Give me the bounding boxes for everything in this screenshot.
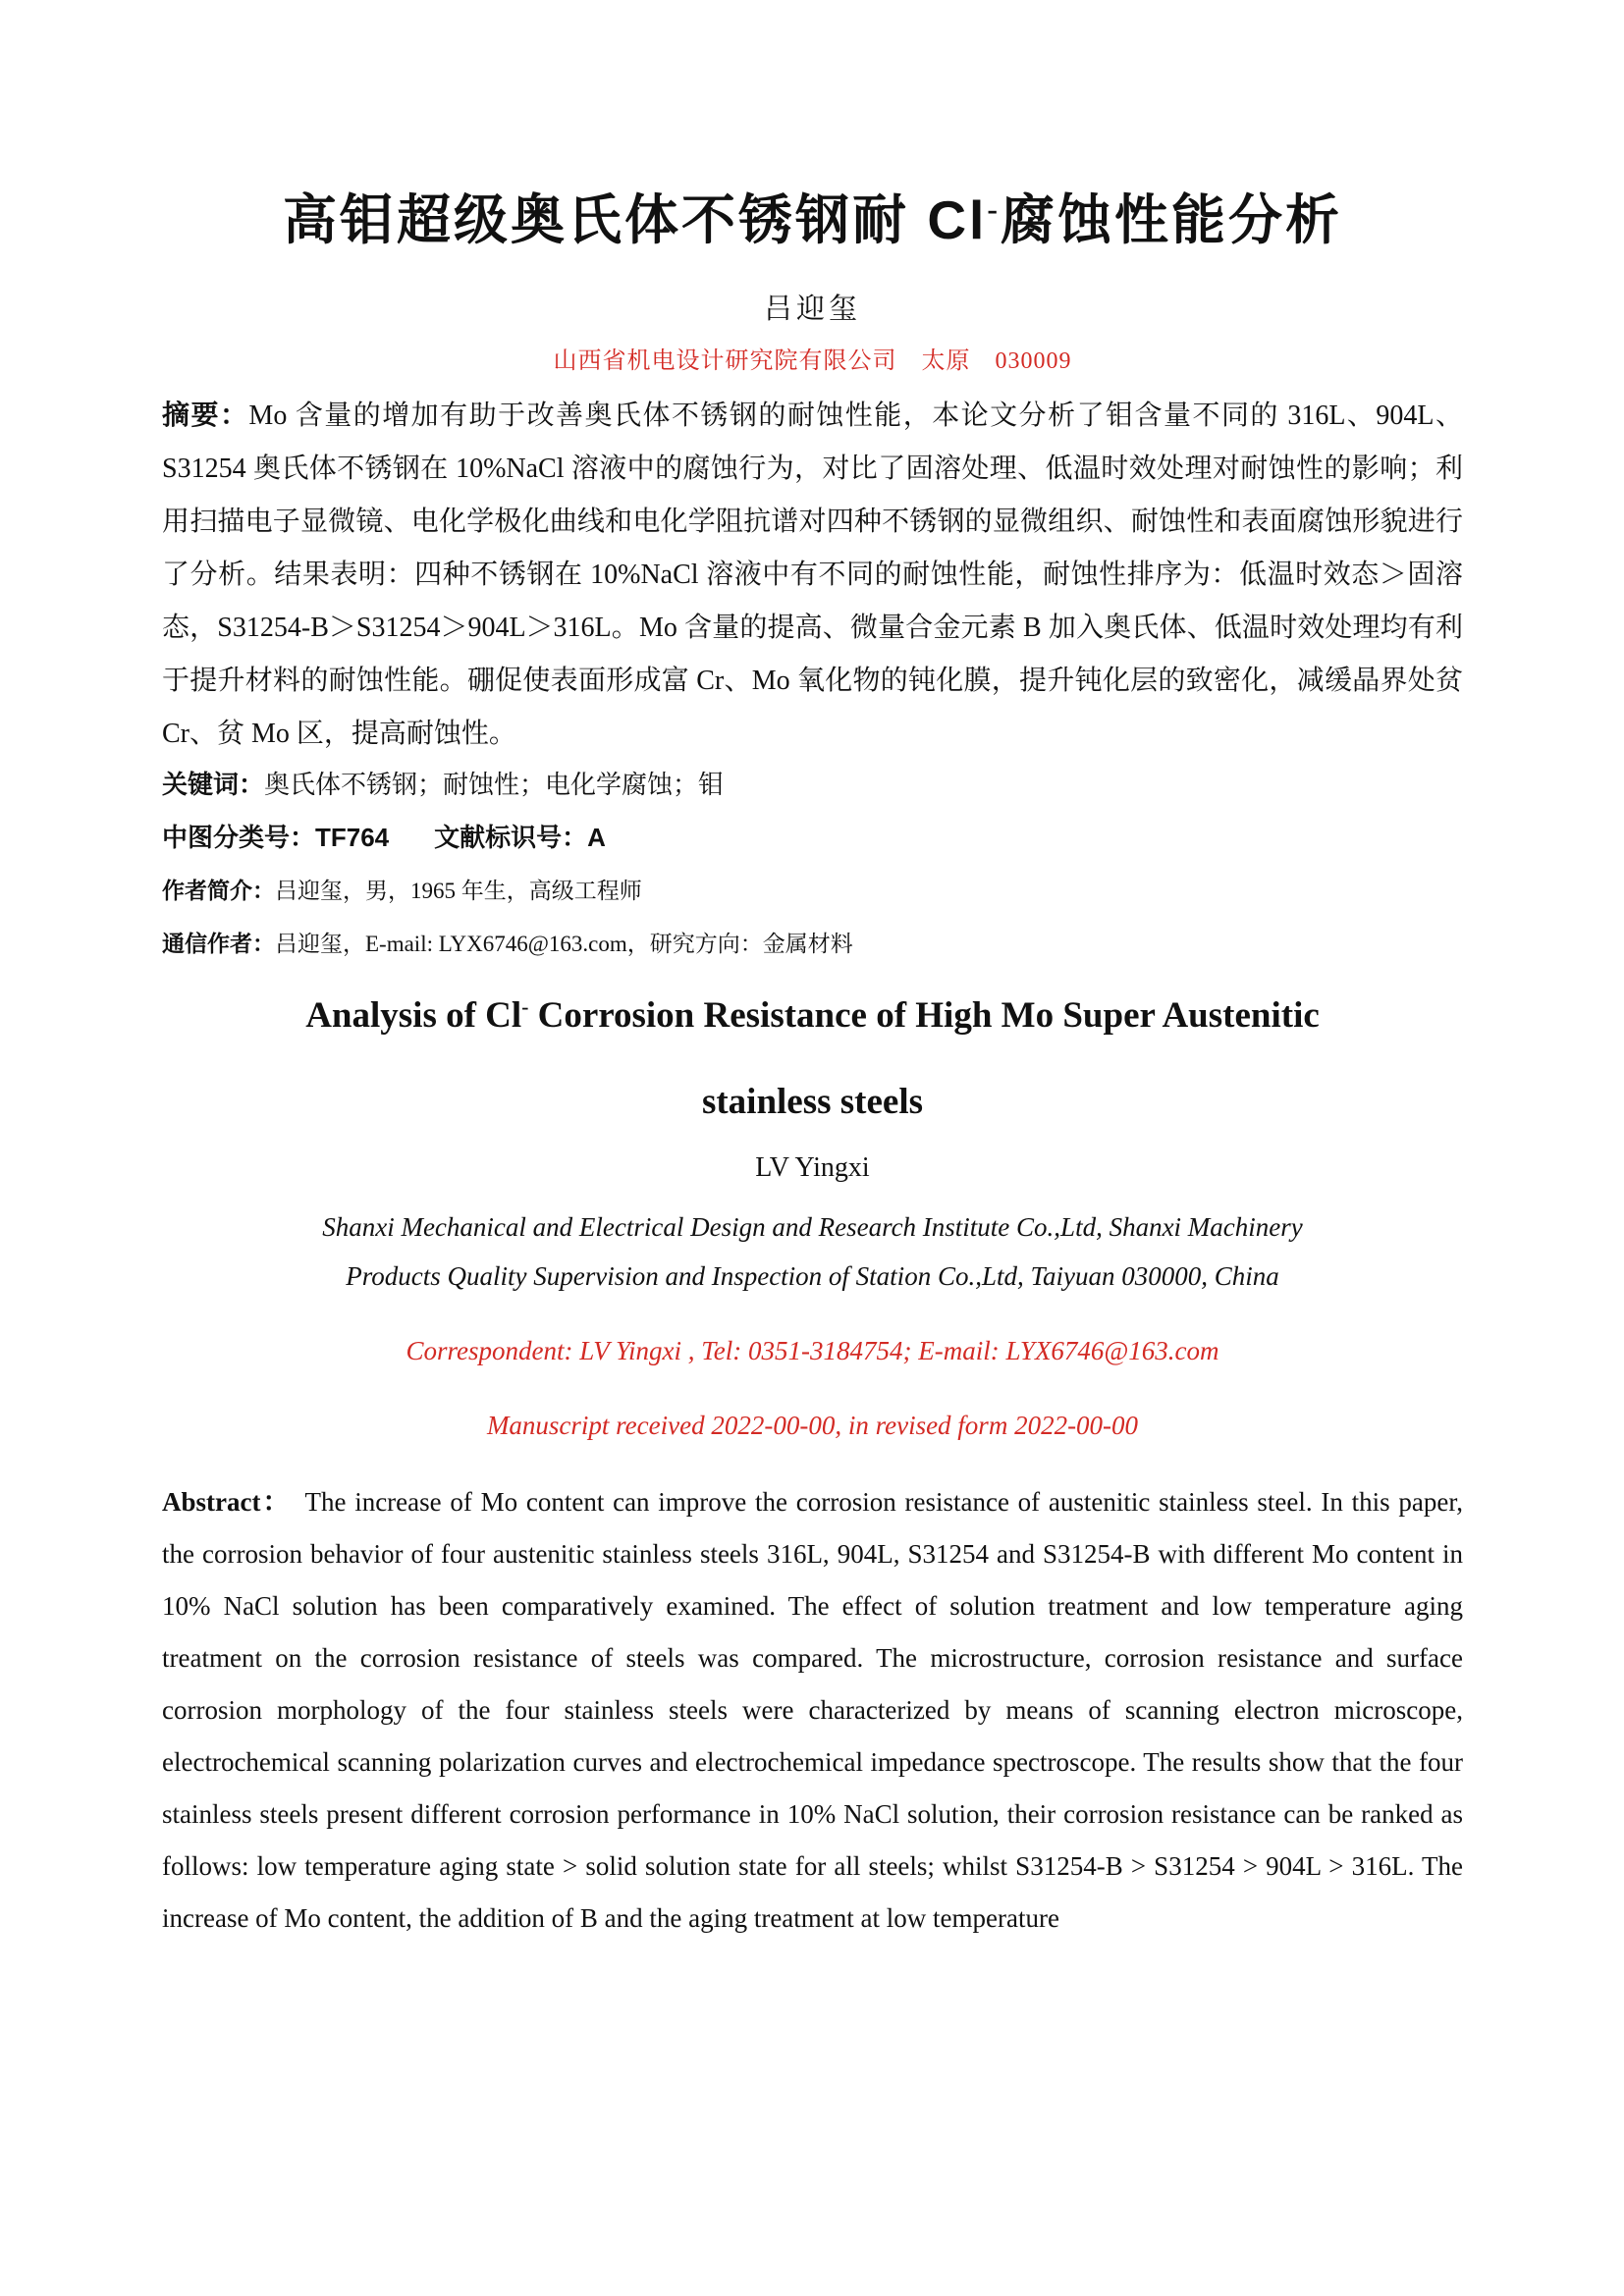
corresponding-author-row — [162, 917, 1463, 971]
corresponding-author-text: 吕迎玺，E-mail: LYX6746@163.com，研究方向：金属材料 — [275, 932, 853, 956]
correspondent-line: Correspondent: LV Yingxi , Tel: 0351-3184754; E-mail: LYX6746@163.com — [406, 1336, 1219, 1365]
superscript-minus-en: - — [521, 994, 529, 1019]
affiliation-en-line2: Products Quality Supervision and Inspection of Station Co.,Ltd, Taiyuan 030000, China — [346, 1261, 1279, 1291]
manuscript-received-line: Manuscript received 2022-00-00, in revised form 2022-00-00 — [486, 1411, 1139, 1440]
author-bio-text: 吕迎玺，男，1965 年生，高级工程师 — [275, 879, 642, 903]
paper-title-zh-post: 腐蚀性能分析 — [1000, 189, 1342, 250]
author-bio-label: 作者简介： — [162, 878, 275, 903]
abstract-zh — [162, 389, 1463, 761]
paper-title-en — [162, 973, 1463, 1146]
superscript-minus-zh: - — [987, 191, 1001, 227]
keywords-label: 关键词： — [162, 770, 265, 799]
affiliation-en — [162, 1202, 1463, 1301]
abstract-en-label: Abstract： — [162, 1487, 292, 1517]
clc-row — [162, 811, 1463, 864]
abstract-zh-text: Mo 含量的增加有助于改善奥氏体不锈钢的耐蚀性能，本论文分析了钼含量不同的 316L、904L、S31254 奥氏体不锈钢在 10%NaCl 溶液中的腐蚀行为，对比了固溶处理、低温时效处理对耐蚀性的影响；利用扫描电子显微镜、电化学极化曲线和电化学阻抗谱对四种不锈钢的显微组织、耐蚀性和表面腐蚀形貌进行了分析。结果表明：四种不锈钢在 10%NaCl 溶液中有不同的耐蚀性能，耐蚀性排序为：低温时效态＞固溶态，S31254-B＞S31254＞904L＞316L。Mo 含量的提高、微量合金元素 B 加入奥氏体、低温时效处理均有利于提升材料的耐蚀性能。硼促使表面形成富 Cr、Mo 氧化物的钝化膜，提升钝化层的致密化，减缓晶界处贫 Cr、贫 Mo 区，提高耐蚀性。 — [162, 400, 1463, 749]
affiliation-zh: 山西省机电设计研究院有限公司 太原 030009 — [553, 348, 1072, 374]
keywords-text: 奥氏体不锈钢；耐蚀性；电化学腐蚀；钼 — [264, 771, 725, 799]
abstract-en-text: The increase of Mo content can improve the corrosion resistance of austenitic stainless steel. In this paper, the corrosion behavior of four austenitic stainless steels 316L, 904L, S31254 and S31254-B with different Mo content in 10% NaCl solution has been comparatively examined. The effect of solution treatment and low temperature aging treatment on the corrosion resistance of steels was compared. The microstructure, corrosion resistance and surface corrosion morphology of the four stainless steels were characterized by means of scanning electron microscope, electrochemical scanning polarization curves and electrochemical impedance spectroscope. The results show that the four stainless steels present different corrosion performance in 10% NaCl solution, their corrosion resistance can be ranked as follows: low temperature aging state > solid solution state for all steels; whilst S31254-B > S31254 > 904L > 316L. The increase of Mo content, the addition of B and the aging treatment at low temperature — [162, 1487, 1463, 1933]
author-en: LV Yingxi — [755, 1152, 870, 1183]
corresponding-author-label: 通信作者： — [162, 931, 275, 956]
paper-title-en-line2: stainless steels — [701, 1082, 924, 1122]
paper-title-zh — [162, 183, 1463, 257]
paper-title-en-line1: Analysis of Cl- Corrosion Resistance of High Mo Super Austenitic — [305, 994, 1320, 1036]
keywords-row — [162, 758, 1463, 812]
abstract-zh-label: 摘要： — [162, 400, 249, 430]
affiliation-en-line1: Shanxi Mechanical and Electrical Design and Research Institute Co.,Ltd, Shanxi Machinery — [322, 1212, 1303, 1242]
clc-number: 中图分类号：TF764 — [162, 823, 390, 852]
paper-title-zh-pre: 高钼超级奥氏体不锈钢耐 Cl — [283, 189, 988, 250]
author-bio-row — [162, 864, 1463, 918]
author-zh: 吕迎玺 — [763, 294, 861, 325]
abstract-en — [162, 1476, 1463, 1945]
document-code: 文献标识号：A — [434, 823, 606, 852]
